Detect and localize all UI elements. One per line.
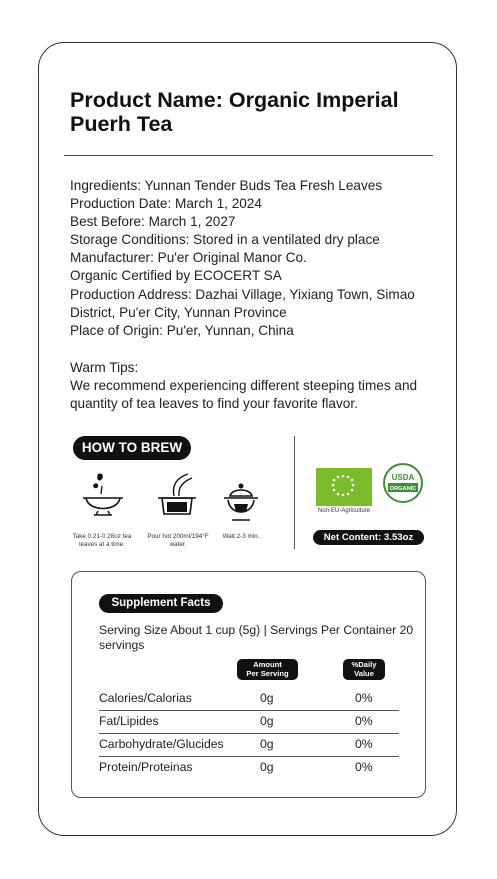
product-title: Product Name: Organic Imperial Puerh Tea <box>70 88 399 136</box>
amount-header-line-1: Amount <box>253 660 282 669</box>
nutrient-daily-value: 0% <box>355 691 373 705</box>
best-before-line: Best Before: March 1, 2027 <box>70 214 236 230</box>
lidded-cup-icon <box>218 482 264 526</box>
dv-header-line-1: %Daily <box>351 660 377 669</box>
usda-organic-seal-icon <box>383 463 423 503</box>
amount-per-serving-header <box>237 659 298 680</box>
net-content-badge: Net Content: 3.53oz <box>313 530 424 545</box>
warm-tips <box>70 359 440 413</box>
brew-divider <box>294 436 295 549</box>
product-info <box>70 177 440 340</box>
serving-size-text: Serving Size About 1 cup (5g) | Servings Per Container 20 servings <box>99 623 414 652</box>
supplement-facts-badge: Supplement Facts <box>99 594 223 613</box>
manufacturer-line: Manufacturer: Pu'er Original Manor Co. <box>70 250 307 266</box>
nutrient-daily-value: 0% <box>355 760 373 774</box>
usda-top-text: USDA <box>391 473 415 482</box>
nutrition-row <box>99 756 399 779</box>
tea-leaves-bowl-icon <box>80 470 126 522</box>
nutrient-amount: 0g <box>260 691 274 705</box>
nutrient-name: Protein/Proteinas <box>99 760 193 774</box>
nutrition-row <box>99 687 399 710</box>
title-divider <box>64 155 433 156</box>
step-2-caption: Pour hot 200ml/194°F water. <box>147 533 209 548</box>
nutrient-amount: 0g <box>260 760 274 774</box>
eu-organic-logo-icon <box>316 468 372 506</box>
storage-line: Storage Conditions: Stored in a ventilated dry place <box>70 232 380 248</box>
certified-line: Organic Certified by ECOCERT SA <box>70 268 282 284</box>
dv-header-line-2: Value <box>354 668 374 678</box>
warm-tips-text: We recommend experiencing different steeping times and quantity of tea leaves to find your favorite flavor. <box>70 378 418 412</box>
nutrition-row <box>99 733 399 756</box>
nutrient-amount: 0g <box>260 714 274 728</box>
origin-line: Place of Origin: Pu'er, Yunnan, China <box>70 322 294 338</box>
step-3-caption: Wait 2-3 min. <box>222 533 260 540</box>
nutrient-name: Fat/Lipides <box>99 714 159 728</box>
nutrition-row <box>99 710 399 733</box>
address-line: Production Address: Dazhai Village, Yixiang Town, Simao District, Pu'er City, Yunnan Province <box>70 286 415 320</box>
ingredients-line: Ingredients: Yunnan Tender Buds Tea Fresh Leaves <box>70 178 383 193</box>
usda-bottom-text: ORGANIC <box>389 486 417 492</box>
daily-value-header <box>343 659 385 680</box>
nutrient-amount: 0g <box>260 737 274 751</box>
amount-header-line-2: Per Serving <box>246 668 289 678</box>
step-1-caption: Take 0.21-0.28oz tea leaves at a time. <box>72 533 132 548</box>
nutrient-name: Carbohydrate/Glucides <box>99 737 224 751</box>
kettle-pour-icon <box>154 472 200 524</box>
how-to-brew-badge: HOW TO BREW <box>73 436 191 460</box>
nutrient-daily-value: 0% <box>355 714 373 728</box>
eu-caption: Non-EU-Agriculture <box>317 508 371 514</box>
nutrient-daily-value: 0% <box>355 737 373 751</box>
warm-tips-heading: Warm Tips: <box>70 360 139 375</box>
nutrient-name: Calories/Calorias <box>99 691 192 705</box>
production-date-line: Production Date: March 1, 2024 <box>70 196 262 212</box>
